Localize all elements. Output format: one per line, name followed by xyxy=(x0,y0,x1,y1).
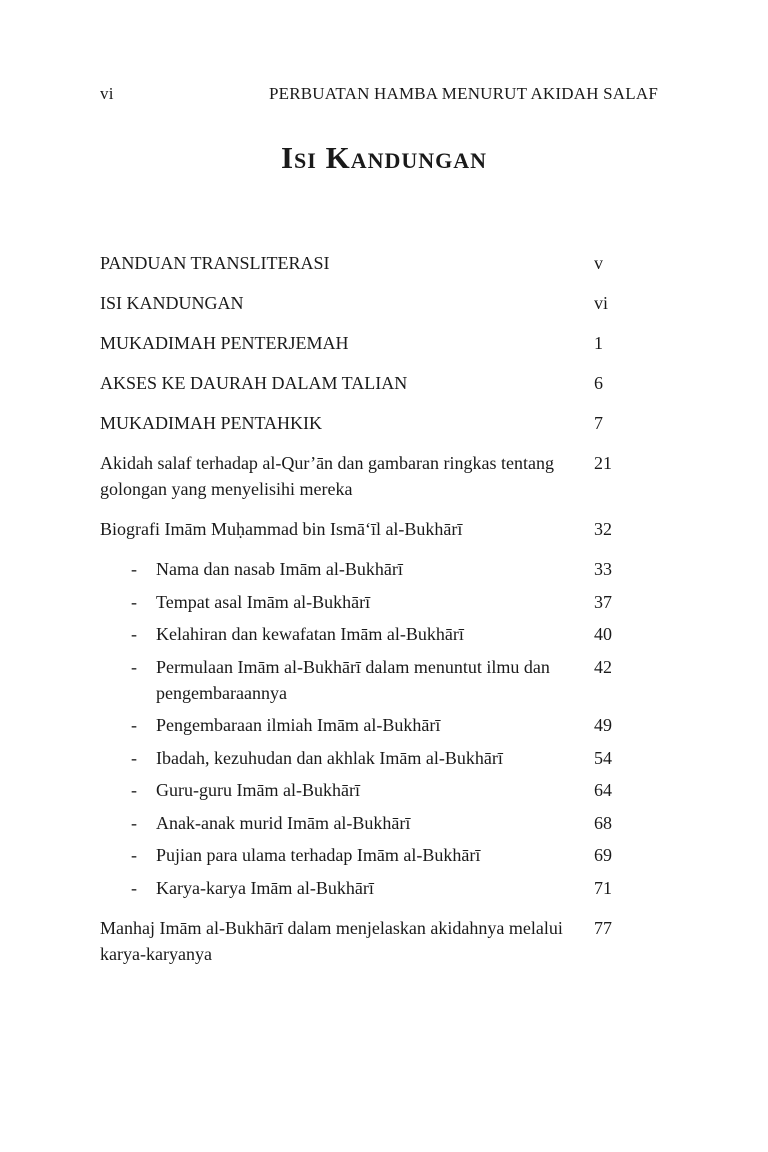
toc-entry-page: 21 xyxy=(594,453,612,473)
toc-entry xyxy=(100,330,634,356)
toc-dash: - xyxy=(131,747,137,768)
toc-entry-page: v xyxy=(594,253,603,273)
toc-subentry xyxy=(100,654,634,706)
page-title: Isi Kandungan xyxy=(280,140,488,175)
toc-dash: - xyxy=(131,715,137,735)
table-of-contents xyxy=(100,250,634,981)
toc-subentry xyxy=(100,621,634,647)
toc-entry xyxy=(100,450,634,502)
running-head xyxy=(100,84,658,108)
toc-dash: - xyxy=(131,845,137,865)
toc-subentry xyxy=(100,777,634,803)
toc-entry-label: ISI KANDUNGAN xyxy=(100,293,244,313)
toc-entry-label: Manhaj Imām al-Bukhārī dalam menjelaskan akidahnya melalui karya-karyanya xyxy=(100,917,563,964)
toc-entry-label: Pujian para ulama terhadap Imām al-Bukhārī xyxy=(156,845,481,865)
toc-entry-label: Nama dan nasab Imām al-Bukhārī xyxy=(156,559,403,579)
toc-entry-page: 42 xyxy=(594,656,612,677)
book-title-header: PERBUATAN HAMBA MENURUT AKIDAH SALAF xyxy=(268,84,658,103)
toc-entry-page: 49 xyxy=(594,715,612,735)
toc-dash: - xyxy=(131,656,137,677)
toc-dash: - xyxy=(131,559,137,579)
toc-subentry xyxy=(100,589,634,615)
toc-entry-label: MUKADIMAH PENTERJEMAH xyxy=(100,333,349,353)
toc-entry xyxy=(100,516,634,542)
toc-entry-page: 77 xyxy=(594,917,612,938)
toc-entry-page: 6 xyxy=(594,373,603,393)
toc-subentry xyxy=(100,556,634,582)
toc-entry xyxy=(100,290,634,316)
toc-entry-page: 37 xyxy=(594,591,612,612)
toc-dash: - xyxy=(131,780,137,800)
toc-entry-page: 71 xyxy=(594,877,612,898)
toc-entry-label: Tempat asal Imām al-Bukhārī xyxy=(156,591,371,612)
toc-entry-page: vi xyxy=(594,293,609,313)
toc-entry xyxy=(100,250,634,276)
toc-entry-page: 54 xyxy=(594,747,612,768)
toc-entry-label: Permulaan Imām al-Bukhārī dalam menuntut ilmu dan pengembaraannya xyxy=(156,656,550,703)
toc-entry-page: 1 xyxy=(594,333,603,353)
toc-subentry xyxy=(100,810,634,836)
toc-subentry xyxy=(100,712,634,738)
toc-entry-page: 64 xyxy=(594,780,612,800)
toc-entry xyxy=(100,410,634,436)
toc-entry-label: Akidah salaf terhadap al-Qur’ān dan gambaran ringkas tentang golongan yang menyelisihi mereka xyxy=(100,453,554,499)
toc-entry-label: Biografi Imām Muḥammad bin Ismā‘īl al-Bukhārī xyxy=(100,519,463,539)
toc-subentry xyxy=(100,875,634,901)
toc-dash: - xyxy=(131,812,137,833)
toc-entry-page: 40 xyxy=(594,624,612,644)
toc-entry-label: Kelahiran dan kewafatan Imām al-Bukhārī xyxy=(156,624,464,644)
toc-entry-label: Karya-karya Imām al-Bukhārī xyxy=(156,877,374,898)
toc-entry-page: 32 xyxy=(594,519,612,539)
toc-entry-page: 33 xyxy=(594,559,612,579)
toc-entry-label: AKSES KE DAURAH DALAM TALIAN xyxy=(100,373,408,393)
toc-dash: - xyxy=(131,877,137,898)
toc-entry-label: Ibadah, kezuhudan dan akhlak Imām al-Bukhārī xyxy=(156,747,503,768)
toc-entry-label: Pengembaraan ilmiah Imām al-Bukhārī xyxy=(156,715,441,735)
toc-entry-label: PANDUAN TRANSLITERASI xyxy=(100,253,330,273)
toc-subentry xyxy=(100,745,634,771)
toc-subentry xyxy=(100,842,634,868)
toc-entry-page: 68 xyxy=(594,812,612,833)
page-folio: vi xyxy=(100,84,114,103)
toc-entry-label: Anak-anak murid Imām al-Bukhārī xyxy=(156,812,411,833)
toc-entry-label: Guru-guru Imām al-Bukhārī xyxy=(156,780,360,800)
toc-entry-page: 69 xyxy=(594,845,612,865)
toc-entry xyxy=(100,370,634,396)
toc-entry-label: MUKADIMAH PENTAHKIK xyxy=(100,413,323,433)
toc-entry xyxy=(100,915,634,967)
toc-entry-page: 7 xyxy=(594,413,603,433)
toc-dash: - xyxy=(131,591,137,612)
toc-dash: - xyxy=(131,624,137,644)
